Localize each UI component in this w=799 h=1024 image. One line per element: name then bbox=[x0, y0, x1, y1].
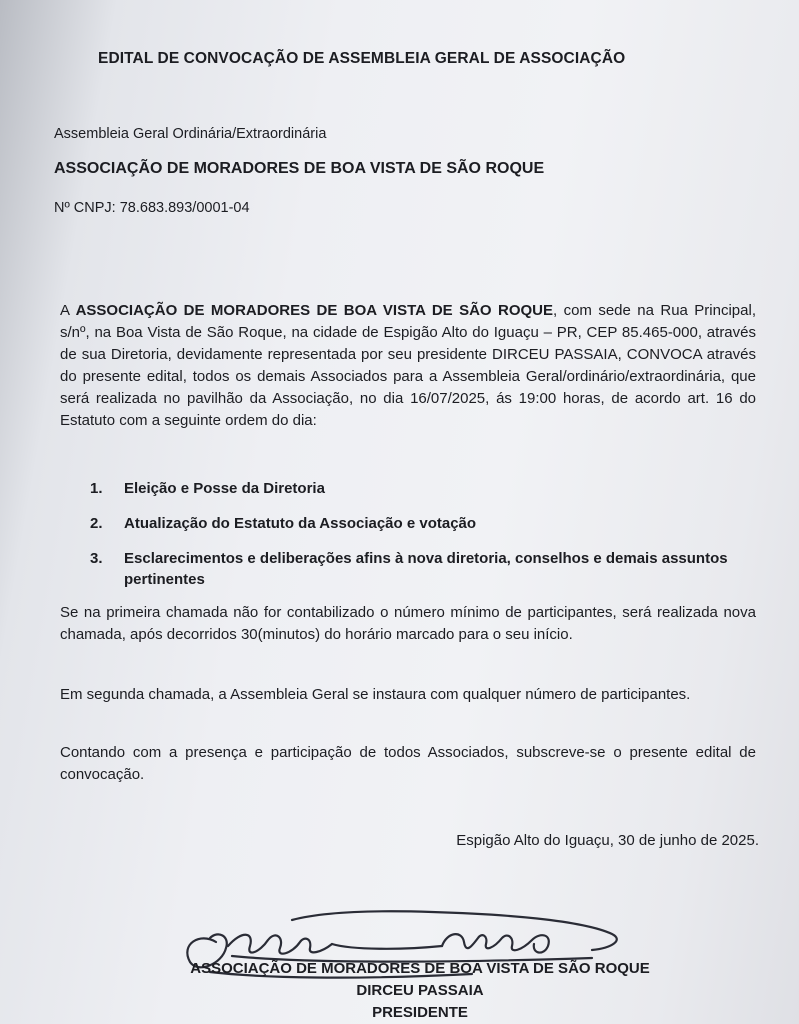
convocation-paragraph bbox=[60, 300, 756, 432]
place-and-date: Espigão Alto do Iguaçu, 30 de junho de 2025. bbox=[456, 832, 759, 849]
intro-association-name: ASSOCIAÇÃO DE MORADORES DE BOA VISTA DE SÃO ROQUE bbox=[75, 302, 554, 319]
association-name: ASSOCIAÇÃO DE MORADORES DE BOA VISTA DE SÃO ROQUE bbox=[54, 160, 545, 177]
intro-text: , com sede na Rua Principal, s/nº, na Boa Vista de São Roque, na cidade de Espigão Alto do Iguaçu – PR, CEP 85.465-000, através de sua Diretoria, devidamente representada por seu presidente DIRCEU PASSAIA, CONVOCA através do presente edital, todos os demais Associados para a Assembleia Geral/ordinário/extraordinária, que será realizada no pavilhão da Associação, no dia 16/07/2025, ás 19:00 horas, de acordo art. 16 do Estatuto com a seguinte ordem do dia: bbox=[60, 302, 756, 429]
closing-paragraph: Contando com a presença e participação de todos Associados, subscreve-se o presente edital de convocação. bbox=[60, 744, 756, 783]
signature-block bbox=[100, 958, 740, 1024]
signatory-role: PRESIDENTE bbox=[372, 1004, 468, 1021]
agenda-item-text: Atualização do Estatuto da Associação e votação bbox=[124, 515, 477, 532]
signature-organization: ASSOCIAÇÃO DE MORADORES DE BOA VISTA DE SÃO ROQUE bbox=[190, 960, 650, 977]
first-call-paragraph: Se na primeira chamada não for contabilizado o número mínimo de participantes, será realizada nova chamada, após decorridos 30(minutos) do horário marcado para o seu início. bbox=[60, 604, 756, 643]
signatory-name: DIRCEU PASSAIA bbox=[356, 982, 484, 999]
agenda-item bbox=[90, 478, 760, 499]
agenda-item-number: 3. bbox=[90, 550, 103, 567]
assembly-type: Assembleia Geral Ordinária/Extraordinária bbox=[54, 126, 327, 142]
agenda-item-text: Esclarecimentos e deliberações afins à nova diretoria, conselhos e demais assuntos pertinentes bbox=[124, 550, 728, 588]
cnpj-number: Nº CNPJ: 78.683.893/0001-04 bbox=[54, 200, 250, 216]
agenda-item bbox=[90, 513, 760, 534]
intro-prefix: A bbox=[60, 302, 76, 319]
second-call-paragraph: Em segunda chamada, a Assembleia Geral se instaura com qualquer número de participantes. bbox=[60, 686, 691, 703]
page-title: EDITAL DE CONVOCAÇÃO DE ASSEMBLEIA GERAL DE ASSOCIAÇÃO bbox=[98, 50, 626, 67]
agenda-item bbox=[90, 548, 760, 590]
agenda-item-text: Eleição e Posse da Diretoria bbox=[124, 480, 325, 497]
agenda-item-number: 1. bbox=[90, 480, 103, 497]
agenda-list bbox=[90, 478, 760, 604]
agenda-item-number: 2. bbox=[90, 515, 103, 532]
